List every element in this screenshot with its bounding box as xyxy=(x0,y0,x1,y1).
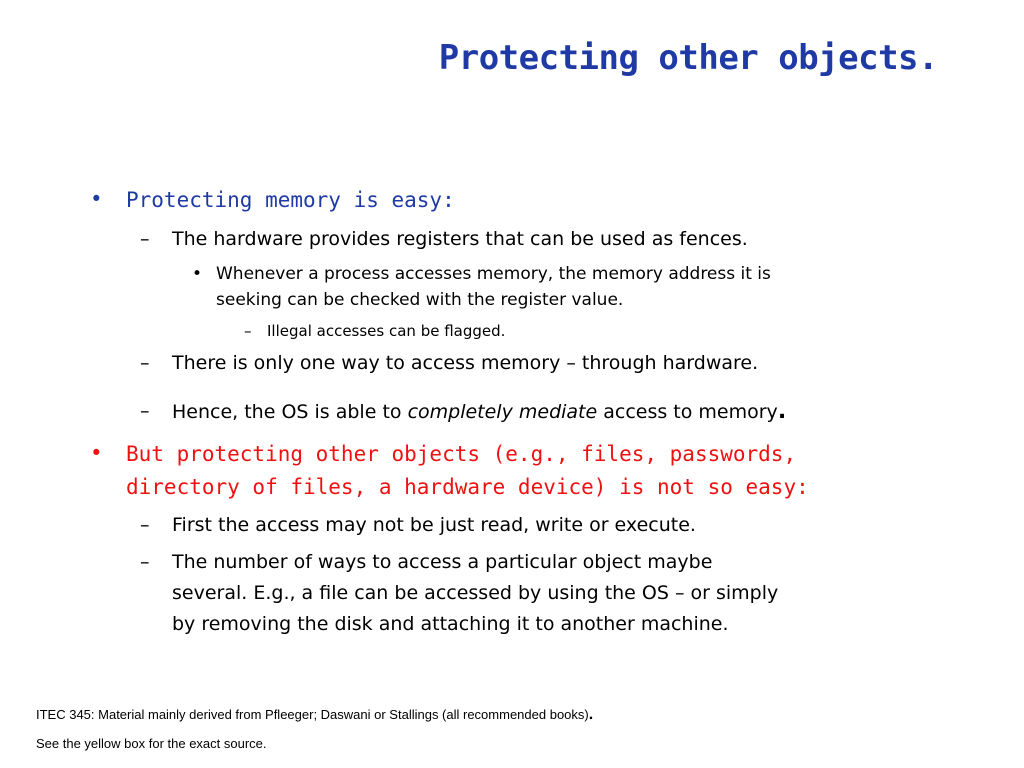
bullet-1-sub-2: There is only one way to access memory – through hardware. xyxy=(172,352,759,374)
bullet-1-sub-3-italic: completely mediate xyxy=(407,401,598,423)
bullet-1-sub-1-item-line-2: seeking can be checked with the register value. xyxy=(216,290,624,310)
dash-marker: – xyxy=(140,228,150,250)
bullet-1-sub-3 xyxy=(172,396,786,428)
bullet-2-sub-2-line-1: The number of ways to access a particular object maybe xyxy=(172,551,713,573)
bullet-2-sub-1: First the access may not be just read, write or execute. xyxy=(172,514,696,536)
footer-line-1-period: . xyxy=(588,706,594,723)
bullet-1-text: Protecting memory is easy: xyxy=(126,188,455,212)
dash-marker: – xyxy=(140,514,150,536)
bullet-2-line-2: directory of files, a hardware device) is not so easy: xyxy=(126,475,809,499)
bullet-1-sub-1-item-sub: Illegal accesses can be flagged. xyxy=(267,322,506,340)
bullet-2-marker: • xyxy=(90,441,103,465)
bullet-2-sub-2-line-2: several. E.g., a file can be accessed by using the OS – or simply xyxy=(172,582,779,604)
footer-line-1-text: ITEC 345: Material mainly derived from Pfleeger; Daswani or Stallings (all recommended books) xyxy=(36,707,589,722)
bullet-1-sub-3-before: Hence, the OS is able to xyxy=(172,401,408,423)
dash-marker: – xyxy=(244,322,252,340)
footer-line-1 xyxy=(36,706,593,724)
footer-line-2: See the yellow box for the exact source. xyxy=(36,736,267,751)
bullet-2-sub-2-line-3: by removing the disk and attaching it to another machine. xyxy=(172,613,729,635)
bullet-1-marker: • xyxy=(90,187,103,211)
bullet-1-sub-3-after: access to memory xyxy=(597,401,778,423)
slide-title: Protecting other objects. xyxy=(438,38,938,78)
dash-marker: – xyxy=(140,400,150,422)
bullet-marker: • xyxy=(192,264,203,284)
bullet-1-sub-1-item-line-1: Whenever a process accesses memory, the memory address it is xyxy=(216,264,771,284)
dash-marker: – xyxy=(140,352,150,374)
dash-marker: – xyxy=(140,551,150,573)
bullet-1-sub-1: The hardware provides registers that can be used as fences. xyxy=(172,228,748,250)
bullet-2-line-1: But protecting other objects (e.g., files, passwords, xyxy=(126,442,797,466)
bullet-1-sub-3-period: . xyxy=(777,399,787,424)
